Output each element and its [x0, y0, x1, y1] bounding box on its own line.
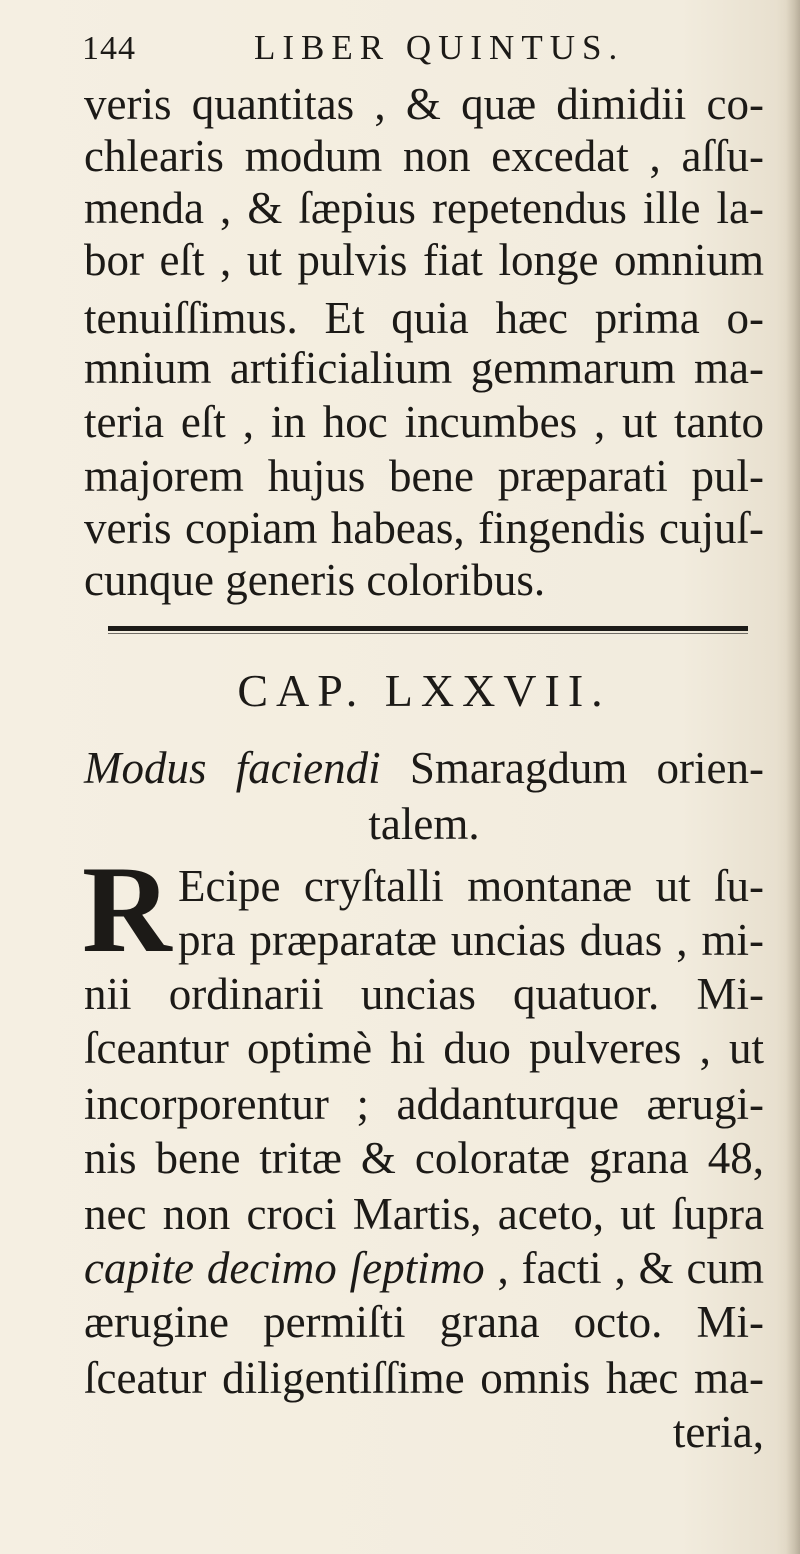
section-rule — [108, 626, 748, 631]
text-line: incorporentur ; addanturque ærugi- — [84, 1079, 764, 1129]
text-line: ſceantur optimè hi duo pulveres , ut — [84, 1023, 764, 1073]
subtitle-roman: Smaragdum orien- — [380, 743, 764, 793]
subtitle-italic: Modus faciendi — [84, 743, 381, 793]
page-number: 144 — [82, 30, 136, 67]
text-line: bor eſt , ut pulvis fiat longe omnium — [84, 235, 764, 285]
text-line: ſceatur diligentiſſime omnis hæc ma- — [84, 1353, 764, 1403]
text-line: tenuiſſimus. Et quia hæc prima o- — [84, 293, 764, 343]
text-line: pra præparatæ uncias duas , mi- — [178, 915, 764, 965]
text-line: cunque generis coloribus. — [84, 555, 546, 605]
text-line: nis bene tritæ & coloratæ grana 48, — [84, 1133, 764, 1183]
text-line: nec non croci Martis, aceto, ut ſupra — [84, 1189, 764, 1239]
chapter-subtitle — [84, 740, 764, 796]
text-line-reference — [84, 1240, 764, 1296]
text-line: ærugine permiſti grana octo. Mi- — [84, 1297, 764, 1347]
text-line: Ecipe cryſtalli montanæ ut ſu- — [178, 861, 764, 911]
text-line: nii ordinarii uncias quatuor. Mi- — [84, 969, 764, 1019]
chapter-subtitle-line2: talem. — [368, 799, 480, 849]
text-line: veris quantitas , & quæ dimidii co- — [84, 79, 764, 129]
text-line: menda , & ſæpius repetendus ille la- — [84, 183, 764, 233]
text-line: mnium artificialium gemmarum ma- — [84, 343, 764, 393]
reference-italic: capite decimo ſeptimo — [84, 1243, 485, 1293]
text-line: majorem hujus bene præparati pul- — [84, 451, 764, 501]
page-header — [82, 24, 722, 72]
text-line: chlearis modum non excedat , aſſu- — [84, 131, 764, 181]
reference-roman: , facti , & cum — [484, 1243, 764, 1293]
page-edge-shadow — [786, 0, 800, 1554]
drop-cap: R — [82, 841, 172, 978]
section-rule-thin — [108, 633, 748, 634]
running-title: LIBER QUINTUS. — [254, 28, 625, 67]
catchword: teria, — [672, 1407, 764, 1457]
text-line: veris copiam habeas, fingendis cujuſ- — [84, 503, 764, 553]
text-line: teria eſt , in hoc incumbes , ut tanto — [84, 397, 764, 447]
chapter-heading: CAP. LXXVII. — [237, 665, 611, 716]
